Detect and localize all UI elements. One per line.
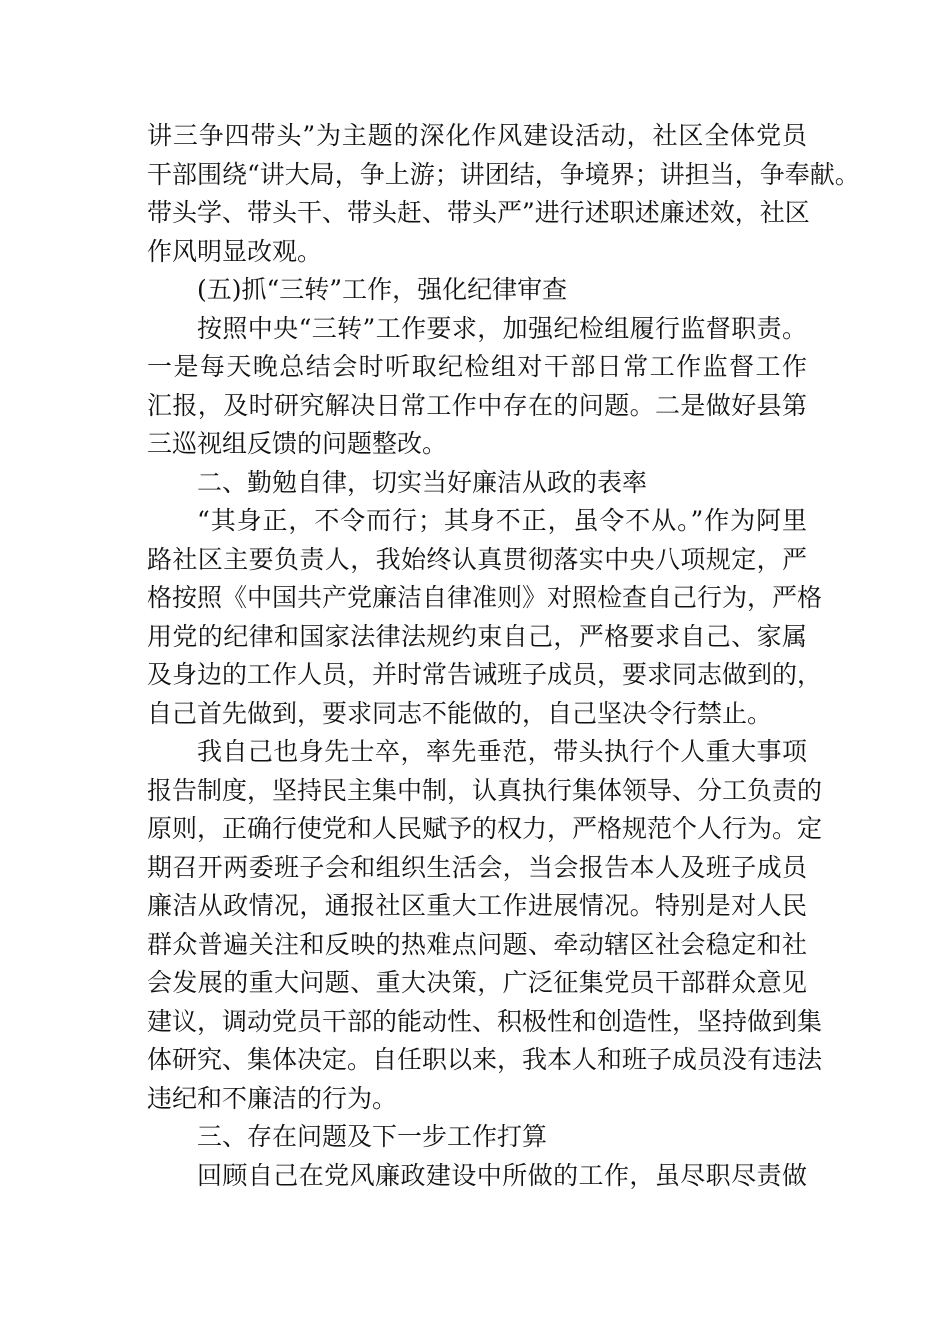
text-line: 汇报，及时研究解决日常工作中存在的问题。二是做好县第 xyxy=(147,390,807,420)
text-line: 格按照《中国共产党廉洁自律准则》对照检查自己行为，严格 xyxy=(147,583,823,612)
text-line: 回顾自己在党风廉政建设中所做的工作，虽尽职尽责做 xyxy=(197,1160,807,1190)
text-line: “其身正，不令而行；其身不正，虽令不从。”作为阿里 xyxy=(197,506,807,535)
text-line: 用党的纪律和国家法律法规约束自己，严格要求自己、家属 xyxy=(147,621,807,651)
text-line: 路社区主要负责人，我始终认真贯彻落实中央八项规定，严 xyxy=(147,544,807,574)
text-line: 带头学、带头干、带头赶、带头严”进行述职述廉述效，社区 xyxy=(147,198,810,227)
text-line: 作风明显改观。 xyxy=(147,236,323,266)
text-line: 及身边的工作人员，并时常告诫班子成员，要求同志做到的， xyxy=(147,660,823,689)
text-line: 按照中央“三转”工作要求，加强纪检组履行监督职责。 xyxy=(197,313,807,343)
text-line: 建议，调动党员干部的能动性、积极性和创造性，坚持做到集 xyxy=(147,1006,823,1036)
text-line: 干部围绕“讲大局，争上游；讲团结，争境界；讲担当，争奉献。 xyxy=(147,159,860,189)
text-line: 群众普遍关注和反映的热难点问题、牵动辖区社会稳定和社 xyxy=(147,929,807,959)
text-line: 体研究、集体决定。自任职以来，我本人和班子成员没有违法 xyxy=(147,1045,823,1074)
text-line: 廉洁从政情况，通报社区重大工作进展情况。特别是对人民 xyxy=(147,891,807,920)
document-body xyxy=(147,117,860,1195)
text-line: 三巡视组反馈的问题整改。 xyxy=(147,429,448,458)
text-line: 违纪和不廉洁的行为。 xyxy=(147,1083,398,1113)
text-line: 期召开两委班子会和组织生活会，当会报告本人及班子成员 xyxy=(147,852,807,882)
text-line: 一是每天晚总结会时听取纪检组对干部日常工作监督工作 xyxy=(147,352,807,381)
text-line: 二、勤勉自律，切实当好廉洁从政的表率 xyxy=(197,467,648,497)
text-line: 我自己也身先士卒，率先垂范，带头执行个人重大事项 xyxy=(197,737,807,766)
text-line: (五)抓“三转”工作，强化纪律审查 xyxy=(197,275,568,304)
text-line: 三、存在问题及下一步工作打算 xyxy=(197,1122,548,1151)
text-line: 原则，正确行使党和人民赋予的权力，严格规范个人行为。定 xyxy=(147,814,823,843)
text-line: 会发展的重大问题、重大决策，广泛征集党员干部群众意见 xyxy=(147,968,807,997)
text-line: 自己首先做到，要求同志不能做的，自己坚决令行禁止。 xyxy=(147,698,773,728)
text-line: 讲三争四带头”为主题的深化作风建设活动，社区全体党员 xyxy=(147,121,807,150)
text-line: 报告制度，坚持民主集中制，认真执行集体领导、分工负责的 xyxy=(147,775,823,805)
